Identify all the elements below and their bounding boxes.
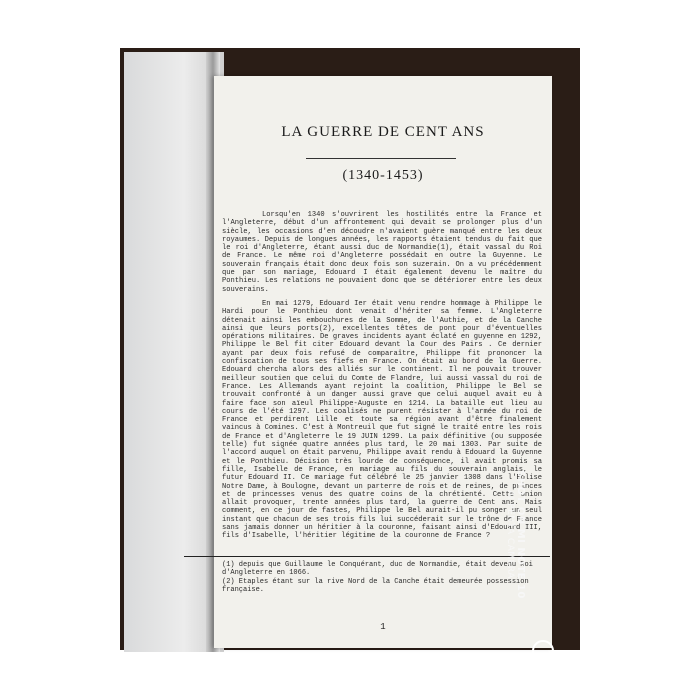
footnote-divider: [184, 556, 550, 557]
document-page: [214, 76, 552, 648]
camera-logo-icon: [532, 640, 554, 662]
paragraph: En mai 1279, Edouard Ier était venu rendre hommage à Philippe le Hardi pour le Ponthieu dont venait d'hériter sa femme. L'Angleterre détenait ainsi les embouchures de la Somme, de l'Authie, et de la Canche ainsi que leurs ports(2), excellentes têtes de pont pour d'éventuelles opérations militaires. De graves incidents ayant éclaté en guyenne en 1292, Philippe le Bel fit citer Edouard devant la Cour des Pairs . Ce dernier ayant par deux fois refusé de comparaître, Philippe fit prononcer la confiscation de tous ses fiefs en France. On était au bord de la Guerre. Edouard chercha alors des alliés sur le continent. Il ne pouvait trouver meilleur soutien que celui du Comte de Flandre, lui aussi vassal du roi de France. Les Allemands ayant rejoint la coalition, Philippe le Bel se trouvait confronté à un danger aussi grave que celui auquel avait eu à faire face son aïeul Philippe-Auguste en 1214. La bataille eut lieu au cours de l'été 1297. Les coalisés ne purent résister à l'armée du roi de France et perdirent Lille et toute sa région avant d'être finalement vaincus à Comines. C'est à Montreuil que fut signé le traité entre les rois de France et d'Angleterre le 19 JUIN 1299. La paix définitive (ou supposée telle) fut signée quatre années plus tard, le 20 mai 1303. Par suite de l'accord auquel on était parvenu, Philippe avait rendu à Edouard la Guyenne et le Ponthieu. Décision très lourde de conséquence, il avait promis sa fille, Isabelle de France, en mariage au fils du souverain anglais, le futur Edouard II. Ce mariage fut célébré le 25 janvier 1308 dans l'Eglise Notre Dame, à Boulogne, devant un parterre de rois et de reines, de princes et de princesses venus des quatre coins de la chrétienté. Cette union allait provoquer, trente années plus tard, la guerre de Cent ans. Mais comment, en ce jour de fastes, Philippe le Bel aurait-il pu songer un seul instant que chacun de ses trois fils lui succéderait sur le trône de France sans jamais donner un héritier à la couronne, faisant ainsi d'Edouard III, fils d'Isabelle, l'héritier légitime de la couronne de France ?: [222, 299, 542, 541]
document-dates: (1340-1453): [342, 168, 424, 183]
footnotes: [222, 561, 542, 594]
document-title: LA GUERRE DE CENT ANS: [281, 124, 485, 140]
title-divider: [306, 158, 456, 159]
document-body: [222, 211, 542, 547]
watermark-line-1: SHOT ON MI NOTE 10: [515, 470, 526, 599]
page-number: 1: [380, 622, 386, 632]
footnote: (1) depuis que Guillaume le Conquérant, duc de Normandie, était devenu Roi d'Angleterre en 1066.: [222, 561, 533, 578]
watermark-line-2: AI PENTA CAMERA: [505, 490, 515, 579]
paragraph: Lorsqu'en 1340 s'ouvrirent les hostilités entre la France et l'Angleterre, début d'un affrontement qui devait se prolonger plus d'un siècle, les occasions d'en découdre n'avaient guère manqué entre les deux royaumes. Depuis de longues années, les rapports étaient tendus du fait que le roi d'Angleterre, étant aussi duc de Normandie(1), était vassal du Roi de France. Le même roi d'Angleterre possédait en outre la Guyenne. Le souverain français était donc deux fois son suzerain. On a vu précédemment que par son mariage, Edouard I était également devenu le maître du Ponthieu. Les relations ne pouvaient donc que se détériorer entre les deux souverains.: [222, 211, 542, 294]
camera-watermark: [505, 470, 526, 599]
footnote: (2) Etaples étant sur la rive Nord de la Canche était demeurée possession française.: [222, 577, 529, 594]
